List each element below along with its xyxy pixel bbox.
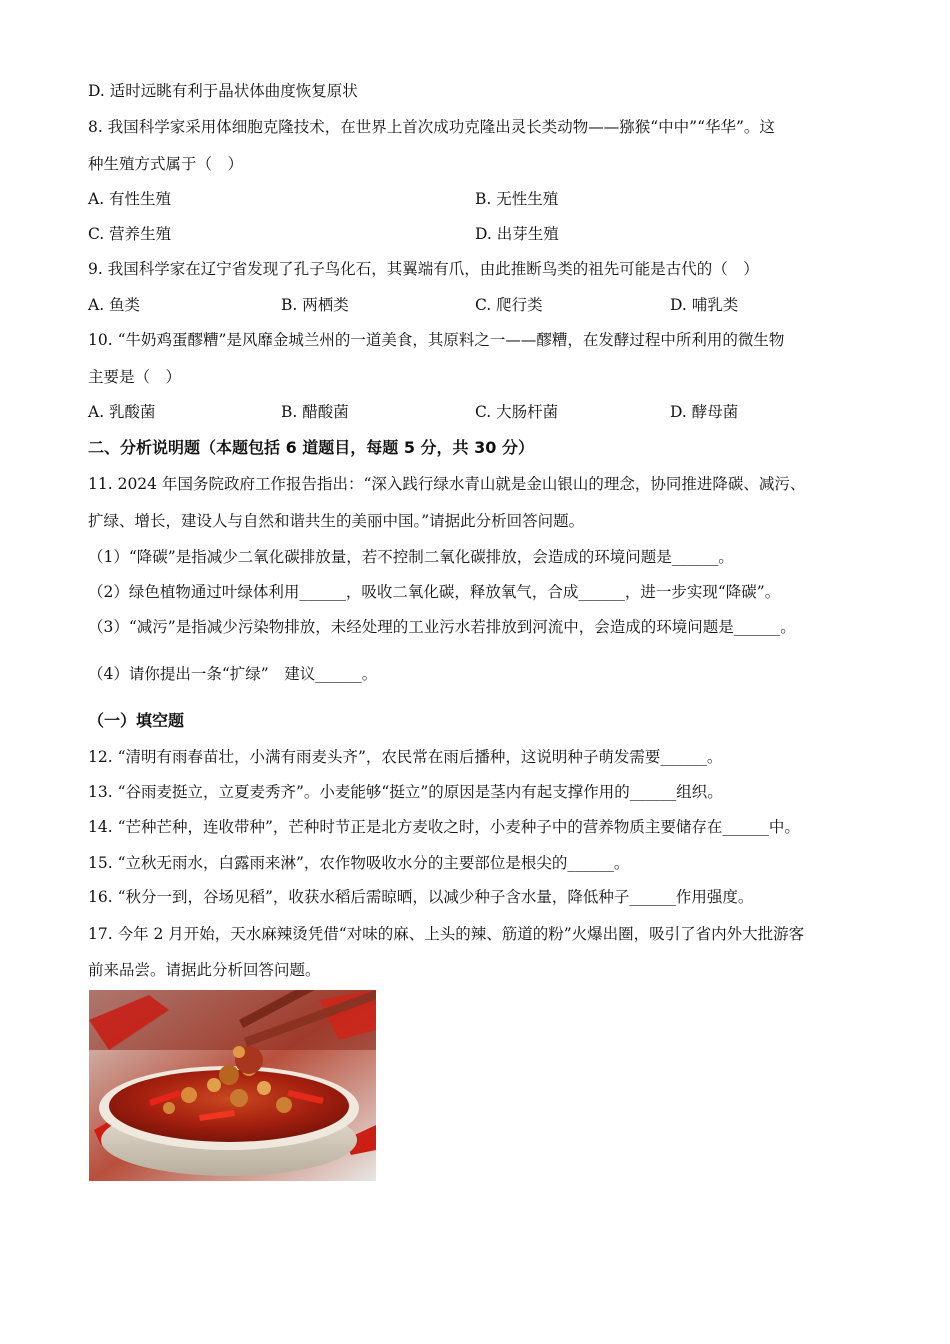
q8-stem-line1: 8. 我国科学家采用体细胞克隆技术，在世界上首次成功克隆出灵长类动物——猕猴“中中”“华华”。这 bbox=[88, 118, 775, 136]
section2-heading: 二、分析说明题（本题包括 6 道题目，每题 5 分，共 30 分） bbox=[88, 438, 534, 457]
q9-option-c[interactable]: C. 爬行类 bbox=[475, 296, 543, 314]
q17-stem-line2: 前来品尝。请据此分析回答问题。 bbox=[88, 961, 321, 979]
q8-option-a[interactable]: A. 有性生殖 bbox=[88, 190, 172, 208]
q10-option-a[interactable]: A. 乳酸菌 bbox=[88, 403, 156, 421]
q11-stem-line1: 11. 2024 年国务院政府工作报告指出：“深入践行绿水青山就是金山银山的理念，协同推进降碳、减污、 bbox=[88, 475, 806, 493]
q8-option-b[interactable]: B. 无性生殖 bbox=[475, 190, 559, 208]
q11-part3: （3）“减污”是指减少污染物排放，未经处理的工业污水若排放到河流中，会造成的环境问题是______。 bbox=[88, 618, 796, 636]
q16-text: 16. “秋分一到，谷场见稻”，收获水稻后需晾晒，以减少种子含水量，降低种子______作用强度。 bbox=[88, 888, 754, 906]
fill-section-heading: （一）填空题 bbox=[88, 711, 185, 730]
q10-option-d[interactable]: D. 酵母菌 bbox=[670, 403, 739, 421]
q9-stem: 9. 我国科学家在辽宁省发现了孔子鸟化石，其翼端有爪，由此推断鸟类的祖先可能是古代的（ ） bbox=[88, 260, 759, 278]
q17-stem-line1: 17. 今年 2 月开始，天水麻辣烫凭借“对味的麻、上头的辣、筋道的粉”火爆出圈，吸引了省内外大批游客 bbox=[88, 925, 805, 943]
q12-text: 12. “清明有雨春苗壮，小满有雨麦头齐”，农民常在雨后播种，这说明种子萌发需要______。 bbox=[88, 748, 723, 766]
q9-option-b[interactable]: B. 两栖类 bbox=[281, 296, 349, 314]
q11-part2: （2）绿色植物通过叶绿体利用______，吸收二氧化碳，释放氧气，合成______，进一步实现“降碳”。 bbox=[88, 583, 781, 601]
q14-text: 14. “芒种芒种，连收带种”，芒种时节正是北方麦收之时，小麦种子中的营养物质主要储存在______中。 bbox=[88, 818, 800, 836]
q10-stem-line1: 10. “牛奶鸡蛋醪糟”是风靡金城兰州的一道美食，其原料之一——醪糟，在发酵过程中所利用的微生物 bbox=[88, 331, 785, 349]
q13-text: 13. “谷雨麦挺立，立夏麦秀齐”。小麦能够“挺立”的原因是茎内有起支撑作用的______组织。 bbox=[88, 783, 723, 801]
q9-option-a[interactable]: A. 鱼类 bbox=[88, 296, 141, 314]
q15-text: 15. “立秋无雨水，白露雨来淋”，农作物吸收水分的主要部位是根尖的______。 bbox=[88, 854, 630, 872]
q7-option-d: D. 适时远眺有利于晶状体曲度恢复原状 bbox=[88, 82, 358, 100]
q11-part4: （4）请你提出一条“扩绿” 建议______。 bbox=[88, 665, 378, 683]
q10-option-b[interactable]: B. 醋酸菌 bbox=[281, 403, 349, 421]
q10-option-c[interactable]: C. 大肠杆菌 bbox=[475, 403, 559, 421]
q8-option-c[interactable]: C. 营养生殖 bbox=[88, 225, 172, 243]
malatang-dish-photo bbox=[89, 990, 376, 1181]
q10-stem-line2: 主要是（ ） bbox=[88, 368, 182, 386]
q11-part1: （1）“降碳”是指减少二氧化碳排放量，若不控制二氧化碳排放，会造成的环境问题是______。 bbox=[88, 548, 734, 566]
q9-option-d[interactable]: D. 哺乳类 bbox=[670, 296, 739, 314]
q8-stem-line2: 种生殖方式属于（ ） bbox=[88, 155, 244, 173]
q8-option-d[interactable]: D. 出芽生殖 bbox=[475, 225, 559, 243]
q11-stem-line2: 扩绿、增长，建设人与自然和谐共生的美丽中国。”请据此分析回答问题。 bbox=[88, 512, 585, 530]
